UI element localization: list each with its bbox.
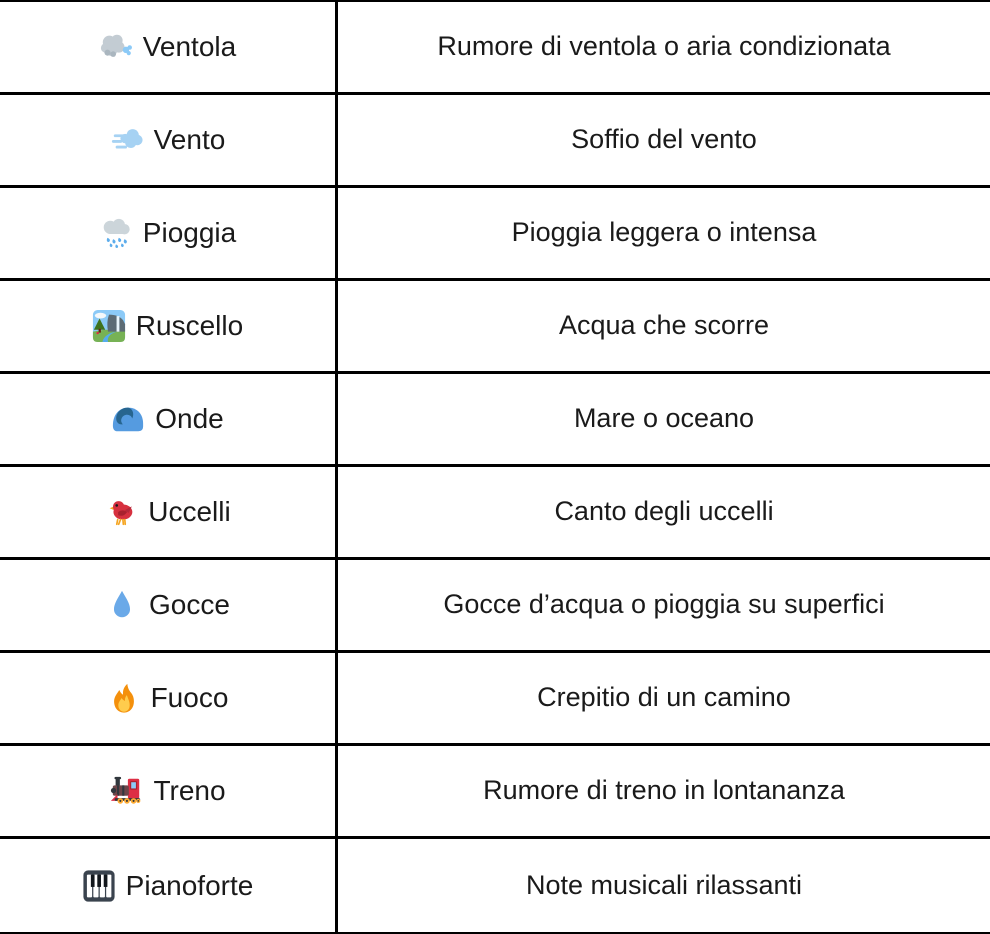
sound-description-cell [338, 746, 990, 836]
sound-name-cell [0, 746, 338, 836]
sound-description-text: Note musicali rilassanti [525, 869, 803, 900]
sound-description-cell [338, 188, 990, 278]
sound-description-cell [338, 467, 990, 557]
sound-description-cell [338, 95, 990, 185]
sound-name-cell [0, 839, 338, 932]
fire-icon [107, 681, 141, 715]
sound-description-cell [338, 2, 990, 92]
droplet-icon [105, 588, 139, 622]
table-row [0, 95, 990, 188]
sound-name-label: Pioggia [142, 217, 237, 249]
sound-description-text: Rumore di ventola o aria condizionata [437, 31, 891, 62]
sound-name-cell [0, 281, 338, 371]
table-row [0, 188, 990, 281]
sound-name-cell [0, 374, 338, 464]
sound-name-cell [0, 2, 338, 92]
sound-name-label: Pianoforte [125, 869, 254, 901]
wind-face-icon [99, 30, 133, 64]
sound-name-label: Onde [155, 403, 224, 435]
sound-name-label: Gocce [149, 589, 230, 621]
sound-name-label: Ruscello [135, 310, 244, 342]
sound-description-cell [338, 560, 990, 650]
table-row [0, 839, 990, 932]
table-row [0, 653, 990, 746]
piano-keyboard-icon [82, 869, 116, 903]
sound-description-text: Acqua che scorre [558, 310, 770, 341]
sound-description-cell [338, 839, 990, 932]
sound-description-text: Soffio del vento [571, 124, 757, 155]
sound-name-label: Vento [153, 124, 226, 156]
sound-name-cell [0, 188, 338, 278]
sound-description-cell [338, 281, 990, 371]
cloud-rain-icon [99, 216, 133, 250]
sound-description-cell [338, 374, 990, 464]
sound-name-cell [0, 560, 338, 650]
sound-name-label: Treno [153, 775, 226, 807]
sound-description-text: Mare o oceano [573, 403, 755, 434]
table-row [0, 467, 990, 560]
sound-description-text: Rumore di treno in lontananza [483, 775, 845, 806]
red-bird-icon [104, 495, 138, 529]
table-row [0, 746, 990, 839]
sound-name-label: Fuoco [150, 682, 229, 714]
dash-cloud-icon [110, 123, 144, 157]
sound-name-cell [0, 467, 338, 557]
landscape-stream-icon [92, 309, 126, 343]
sound-description-text: Gocce d’acqua o pioggia su superfici [443, 589, 885, 620]
locomotive-icon [109, 774, 143, 808]
sound-description-text: Crepitio di un camino [537, 682, 791, 713]
table-row [0, 2, 990, 95]
sound-description-cell [338, 653, 990, 743]
sound-description-text: Pioggia leggera o intensa [511, 217, 817, 248]
sound-name-cell [0, 653, 338, 743]
water-wave-icon [111, 402, 145, 436]
table-row [0, 560, 990, 653]
sound-name-cell [0, 95, 338, 185]
sound-name-label: Ventola [142, 31, 237, 63]
table-row [0, 281, 990, 374]
table-row [0, 374, 990, 467]
sound-description-text: Canto degli uccelli [554, 496, 774, 527]
sound-name-label: Uccelli [148, 496, 231, 528]
